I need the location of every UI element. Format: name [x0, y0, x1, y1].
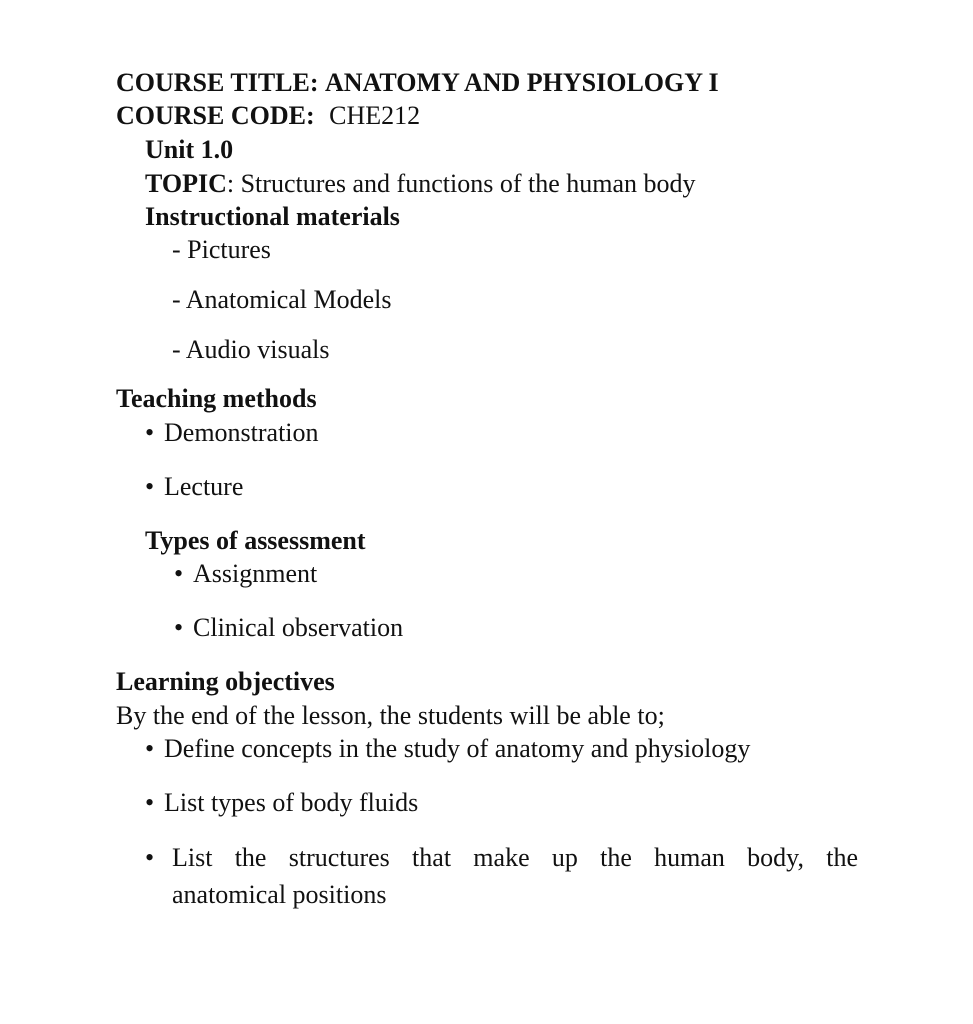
course-title-value: ANATOMY AND PHYSIOLOGY I: [325, 68, 719, 97]
objective-text: Define concepts in the study of anatomy and physiology: [164, 734, 751, 763]
assessment-text: Assignment: [193, 559, 318, 588]
teaching-methods-heading: Teaching methods: [116, 384, 317, 413]
course-code-line: [116, 103, 420, 129]
topic-value: : Structures and functions of the human body: [226, 169, 696, 198]
bullet-icon: •: [145, 843, 155, 872]
teaching-method-text: Demonstration: [164, 418, 319, 447]
bullet-icon: •: [145, 788, 155, 817]
course-code-value: CHE212: [329, 101, 421, 130]
material-item: - Audio visuals: [172, 335, 330, 364]
teaching-method-item: [145, 474, 243, 500]
objective-item: [145, 790, 418, 816]
material-item: - Anatomical Models: [172, 285, 392, 314]
teaching-method-item: [145, 420, 319, 446]
learning-objectives-intro: By the end of the lesson, the students will be able to;: [116, 701, 665, 730]
course-title-line: [116, 70, 719, 96]
objective-text: List types of body fluids: [164, 788, 419, 817]
assessment-text: Clinical observation: [193, 613, 404, 642]
topic-line: [145, 171, 696, 197]
course-title-label: COURSE TITLE:: [116, 68, 319, 97]
bullet-icon: •: [145, 734, 155, 763]
teaching-method-text: Lecture: [164, 472, 244, 501]
material-item: - Pictures: [172, 235, 271, 264]
assessment-item: [174, 561, 317, 587]
objective-item: [145, 736, 750, 762]
topic-label: TOPIC: [145, 169, 227, 198]
assessment-item: [174, 615, 403, 641]
assessment-heading: Types of assessment: [145, 526, 366, 555]
unit-label: Unit 1.0: [145, 135, 234, 164]
objective-text: List the structures that make up the human body, the: [172, 843, 858, 872]
bullet-icon: •: [145, 472, 155, 501]
course-code-label: COURSE CODE:: [116, 101, 315, 130]
bullet-icon: •: [174, 559, 184, 588]
bullet-icon: •: [145, 418, 155, 447]
bullet-icon: •: [174, 613, 184, 642]
instructional-materials-heading: Instructional materials: [145, 202, 400, 231]
objective-text-continued: anatomical positions: [172, 880, 387, 909]
learning-objectives-heading: Learning objectives: [116, 667, 335, 696]
